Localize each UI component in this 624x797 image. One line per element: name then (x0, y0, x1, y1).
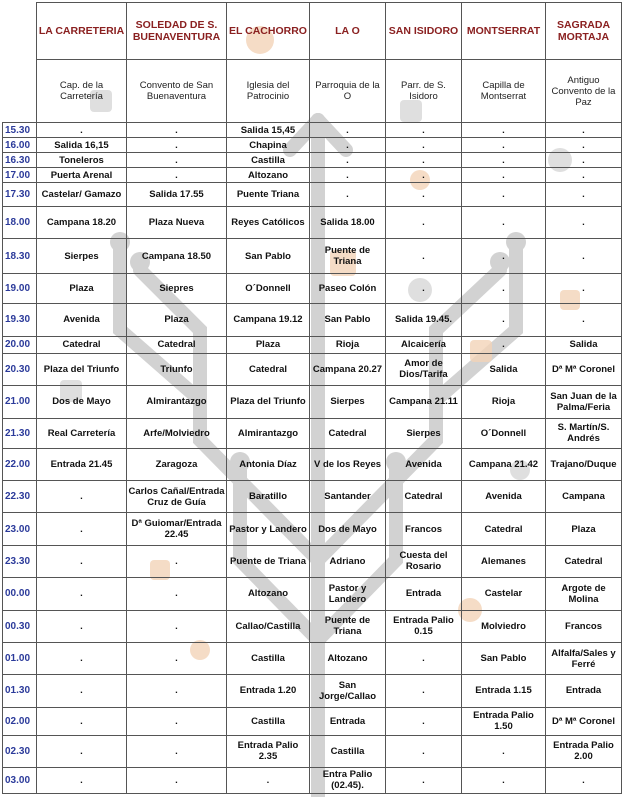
route-cell: . (462, 153, 546, 168)
route-cell: Avenida (386, 448, 462, 480)
header-name: SAGRADA MORTAJA (546, 3, 622, 60)
route-cell: Molviedro (462, 610, 546, 642)
table-row (3, 353, 622, 385)
route-cell: . (37, 513, 127, 545)
route-cell: Paseo Colón (310, 273, 386, 303)
table-row (3, 336, 622, 353)
route-cell: Entrada Palio 2.35 (227, 735, 310, 767)
route-cell: . (546, 304, 622, 336)
route-cell: Dª Guiomar/Entrada 22.45 (127, 513, 227, 545)
route-cell: . (37, 767, 127, 793)
time-cell: 22.00 (3, 448, 37, 480)
route-cell: . (386, 735, 462, 767)
table-row (3, 207, 622, 239)
corner-cell (3, 3, 37, 123)
route-cell: Castilla (227, 153, 310, 168)
table-row (3, 153, 622, 168)
time-cell: 18.00 (3, 207, 37, 239)
table-row (3, 481, 622, 513)
route-cell: Catedral (386, 481, 462, 513)
route-cell: Puente de Triana (227, 545, 310, 577)
route-cell: Entrada 1.20 (227, 675, 310, 707)
route-cell: Campana 19.12 (227, 304, 310, 336)
route-cell: . (386, 767, 462, 793)
route-cell: . (546, 168, 622, 183)
route-cell: Entrada 21.45 (37, 448, 127, 480)
route-cell: Plaza Nueva (127, 207, 227, 239)
time-cell: 01.30 (3, 675, 37, 707)
route-cell: . (386, 642, 462, 674)
route-cell: . (127, 168, 227, 183)
route-cell: . (127, 545, 227, 577)
route-cell: . (462, 767, 546, 793)
route-cell: Avenida (37, 304, 127, 336)
route-cell: Campana 21.42 (462, 448, 546, 480)
route-cell: O´Donnell (462, 418, 546, 448)
route-cell: Antonia Díaz (227, 448, 310, 480)
time-cell: 03.00 (3, 767, 37, 793)
route-cell: San Jorge/Callao (310, 675, 386, 707)
time-cell: 19.30 (3, 304, 37, 336)
time-cell: 16.30 (3, 153, 37, 168)
route-cell: Campana (546, 481, 622, 513)
route-cell: Entrada Palio 0.15 (386, 610, 462, 642)
route-cell: . (386, 707, 462, 735)
header-church: Parroquia de la O (310, 60, 386, 123)
route-cell: Sierpes (386, 418, 462, 448)
route-cell: . (37, 642, 127, 674)
time-cell: 21.30 (3, 418, 37, 448)
route-cell: Puente de Triana (310, 610, 386, 642)
route-cell: Alfalfa/Sales y Ferré (546, 642, 622, 674)
route-cell: . (310, 153, 386, 168)
table-row (3, 578, 622, 610)
route-cell: San Pablo (227, 239, 310, 274)
route-cell: Reyes Católicos (227, 207, 310, 239)
route-cell: . (462, 183, 546, 207)
route-cell: O´Donnell (227, 273, 310, 303)
route-cell: Pastor y Landero (227, 513, 310, 545)
table-row (3, 168, 622, 183)
route-cell: Baratillo (227, 481, 310, 513)
route-cell: . (227, 767, 310, 793)
route-cell: Campana 21.11 (386, 386, 462, 418)
route-cell: Entrada Palio 1.50 (462, 707, 546, 735)
route-cell: Entrada (546, 675, 622, 707)
route-cell: Altozano (310, 642, 386, 674)
route-cell: Sierpes (37, 239, 127, 274)
time-cell: 17.00 (3, 168, 37, 183)
route-cell: Catedral (127, 336, 227, 353)
route-cell: . (37, 545, 127, 577)
procession-schedule-table (2, 2, 622, 794)
route-cell: . (310, 183, 386, 207)
route-cell: . (462, 207, 546, 239)
route-cell: . (386, 675, 462, 707)
route-cell: . (546, 767, 622, 793)
time-cell: 15.30 (3, 123, 37, 138)
route-cell: Entrada (386, 578, 462, 610)
route-cell: Avenida (462, 481, 546, 513)
route-cell: . (386, 207, 462, 239)
route-cell: Rioja (310, 336, 386, 353)
route-cell: . (546, 153, 622, 168)
route-cell: Adriano (310, 545, 386, 577)
time-cell: 02.30 (3, 735, 37, 767)
header-name: SOLEDAD DE S. BUENAVENTURA (127, 3, 227, 60)
route-cell: Puerta Arenal (37, 168, 127, 183)
route-cell: Arfe/Molviedro (127, 418, 227, 448)
header-church: Iglesia del Patrocinio (227, 60, 310, 123)
table-row (3, 707, 622, 735)
header-church: Convento de San Buenaventura (127, 60, 227, 123)
route-cell: V de los Reyes (310, 448, 386, 480)
table-row (3, 448, 622, 480)
route-cell: . (462, 735, 546, 767)
time-cell: 23.00 (3, 513, 37, 545)
route-cell: Castilla (310, 735, 386, 767)
route-cell: . (310, 138, 386, 153)
time-cell: 21.00 (3, 386, 37, 418)
route-cell: Castilla (227, 642, 310, 674)
route-cell: Plaza del Triunfo (227, 386, 310, 418)
route-cell: . (127, 610, 227, 642)
time-cell: 01.00 (3, 642, 37, 674)
route-cell: San Juan de la Palma/Feria (546, 386, 622, 418)
route-cell: Entrada (310, 707, 386, 735)
route-cell: Callao/Castilla (227, 610, 310, 642)
time-cell: 00.30 (3, 610, 37, 642)
table-row (3, 513, 622, 545)
route-cell: Dos de Mayo (310, 513, 386, 545)
table-row (3, 545, 622, 577)
route-cell: . (37, 610, 127, 642)
table-row (3, 767, 622, 793)
route-cell: Campana 20.27 (310, 353, 386, 385)
route-cell: . (386, 273, 462, 303)
church-row (3, 60, 622, 123)
route-cell: . (37, 123, 127, 138)
time-cell: 18.30 (3, 239, 37, 274)
route-cell: Pastor y Landero (310, 578, 386, 610)
route-cell: Argote de Molina (546, 578, 622, 610)
route-cell: . (462, 239, 546, 274)
route-cell: . (386, 239, 462, 274)
table-row (3, 239, 622, 274)
route-cell: . (546, 273, 622, 303)
route-cell: Salida 17.55 (127, 183, 227, 207)
route-cell: Salida 16,15 (37, 138, 127, 153)
header-name: SAN ISIDORO (386, 3, 462, 60)
route-cell: Plaza (127, 304, 227, 336)
route-cell: Campana 18.50 (127, 239, 227, 274)
route-cell: Salida (462, 353, 546, 385)
route-cell: Real Carretería (37, 418, 127, 448)
route-cell: . (310, 168, 386, 183)
route-cell: . (546, 138, 622, 153)
route-cell: . (37, 707, 127, 735)
route-cell: . (127, 675, 227, 707)
route-cell: . (462, 273, 546, 303)
route-cell: . (37, 481, 127, 513)
route-cell: Salida 18.00 (310, 207, 386, 239)
route-cell: Dos de Mayo (37, 386, 127, 418)
header-church: Parr. de S. Isidoro (386, 60, 462, 123)
table-row (3, 138, 622, 153)
route-cell: Catedral (546, 545, 622, 577)
time-cell: 17.30 (3, 183, 37, 207)
header-name: LA O (310, 3, 386, 60)
route-cell: Almirantazgo (127, 386, 227, 418)
time-cell: 23.30 (3, 545, 37, 577)
route-cell: . (37, 675, 127, 707)
route-cell: Amor de Dios/Tarifa (386, 353, 462, 385)
header-church: Capilla de Montserrat (462, 60, 546, 123)
header-name: MONTSERRAT (462, 3, 546, 60)
route-cell: Triunfo (127, 353, 227, 385)
route-cell: . (127, 707, 227, 735)
route-cell: . (127, 153, 227, 168)
time-cell: 20.30 (3, 353, 37, 385)
table-row (3, 304, 622, 336)
route-cell: Almirantazgo (227, 418, 310, 448)
table-row (3, 418, 622, 448)
route-cell: . (310, 123, 386, 138)
route-cell: Chapina (227, 138, 310, 153)
route-cell: Francos (386, 513, 462, 545)
route-cell: Plaza (546, 513, 622, 545)
route-cell: Castilla (227, 707, 310, 735)
route-cell: . (386, 123, 462, 138)
time-cell: 19.00 (3, 273, 37, 303)
route-cell: Plaza (227, 336, 310, 353)
route-cell: . (546, 183, 622, 207)
route-cell: S. Martín/S. Andrés (546, 418, 622, 448)
route-cell: Altozano (227, 578, 310, 610)
time-cell: 02.00 (3, 707, 37, 735)
route-cell: Puente Triana (227, 183, 310, 207)
time-cell: 22.30 (3, 481, 37, 513)
header-name: LA CARRETERIA (37, 3, 127, 60)
route-cell: Salida 19.45. (386, 304, 462, 336)
table-row (3, 675, 622, 707)
route-cell: . (462, 123, 546, 138)
schedule-body (3, 123, 622, 794)
route-cell: . (546, 239, 622, 274)
table-row (3, 183, 622, 207)
route-cell: Salida (546, 336, 622, 353)
route-cell: Entrada Palio 2.00 (546, 735, 622, 767)
route-cell: Alemanes (462, 545, 546, 577)
route-cell: San Pablo (310, 304, 386, 336)
route-cell: . (462, 304, 546, 336)
time-cell: 16.00 (3, 138, 37, 153)
route-cell: Campana 18.20 (37, 207, 127, 239)
route-cell: Entra Palio (02.45). (310, 767, 386, 793)
route-cell: Zaragoza (127, 448, 227, 480)
route-cell: . (127, 767, 227, 793)
route-cell: Catedral (462, 513, 546, 545)
route-cell: Dª Mª Coronel (546, 353, 622, 385)
route-cell: . (386, 153, 462, 168)
route-cell: Altozano (227, 168, 310, 183)
route-cell: Francos (546, 610, 622, 642)
route-cell: . (462, 138, 546, 153)
route-cell: Plaza del Triunfo (37, 353, 127, 385)
table-row (3, 735, 622, 767)
time-cell: 00.00 (3, 578, 37, 610)
header-church: Cap. de la Carretería (37, 60, 127, 123)
route-cell: Rioja (462, 386, 546, 418)
route-cell: . (127, 642, 227, 674)
table-row (3, 386, 622, 418)
route-cell: Catedral (227, 353, 310, 385)
table-row (3, 123, 622, 138)
time-cell: 20.00 (3, 336, 37, 353)
table-row (3, 273, 622, 303)
route-cell: Catedral (310, 418, 386, 448)
route-cell: San Pablo (462, 642, 546, 674)
route-cell: Entrada 1.15 (462, 675, 546, 707)
route-cell: . (386, 168, 462, 183)
route-cell: . (127, 123, 227, 138)
route-cell: . (386, 138, 462, 153)
route-cell: Alcaicería (386, 336, 462, 353)
route-cell: Trajano/Duque (546, 448, 622, 480)
route-cell: . (37, 578, 127, 610)
route-cell: . (462, 336, 546, 353)
route-cell: Catedral (37, 336, 127, 353)
route-cell: . (386, 183, 462, 207)
table-row (3, 610, 622, 642)
route-cell: . (462, 168, 546, 183)
header-church: Antiguo Convento de la Paz (546, 60, 622, 123)
route-cell: Siepres (127, 273, 227, 303)
route-cell: . (127, 735, 227, 767)
route-cell: Salida 15,45 (227, 123, 310, 138)
route-cell: . (37, 735, 127, 767)
route-cell: Dª Mª Coronel (546, 707, 622, 735)
route-cell: . (546, 207, 622, 239)
route-cell: Puente de Triana (310, 239, 386, 274)
header-name: EL CACHORRO (227, 3, 310, 60)
route-cell: Castelar (462, 578, 546, 610)
table-row (3, 642, 622, 674)
route-cell: Plaza (37, 273, 127, 303)
route-cell: Sierpes (310, 386, 386, 418)
route-cell: . (127, 578, 227, 610)
route-cell: . (127, 138, 227, 153)
route-cell: Castelar/ Gamazo (37, 183, 127, 207)
route-cell: . (546, 123, 622, 138)
brotherhood-name-row (3, 3, 622, 60)
route-cell: Toneleros (37, 153, 127, 168)
route-cell: Cuesta del Rosario (386, 545, 462, 577)
route-cell: Santander (310, 481, 386, 513)
route-cell: Carlos Cañal/Entrada Cruz de Guía (127, 481, 227, 513)
